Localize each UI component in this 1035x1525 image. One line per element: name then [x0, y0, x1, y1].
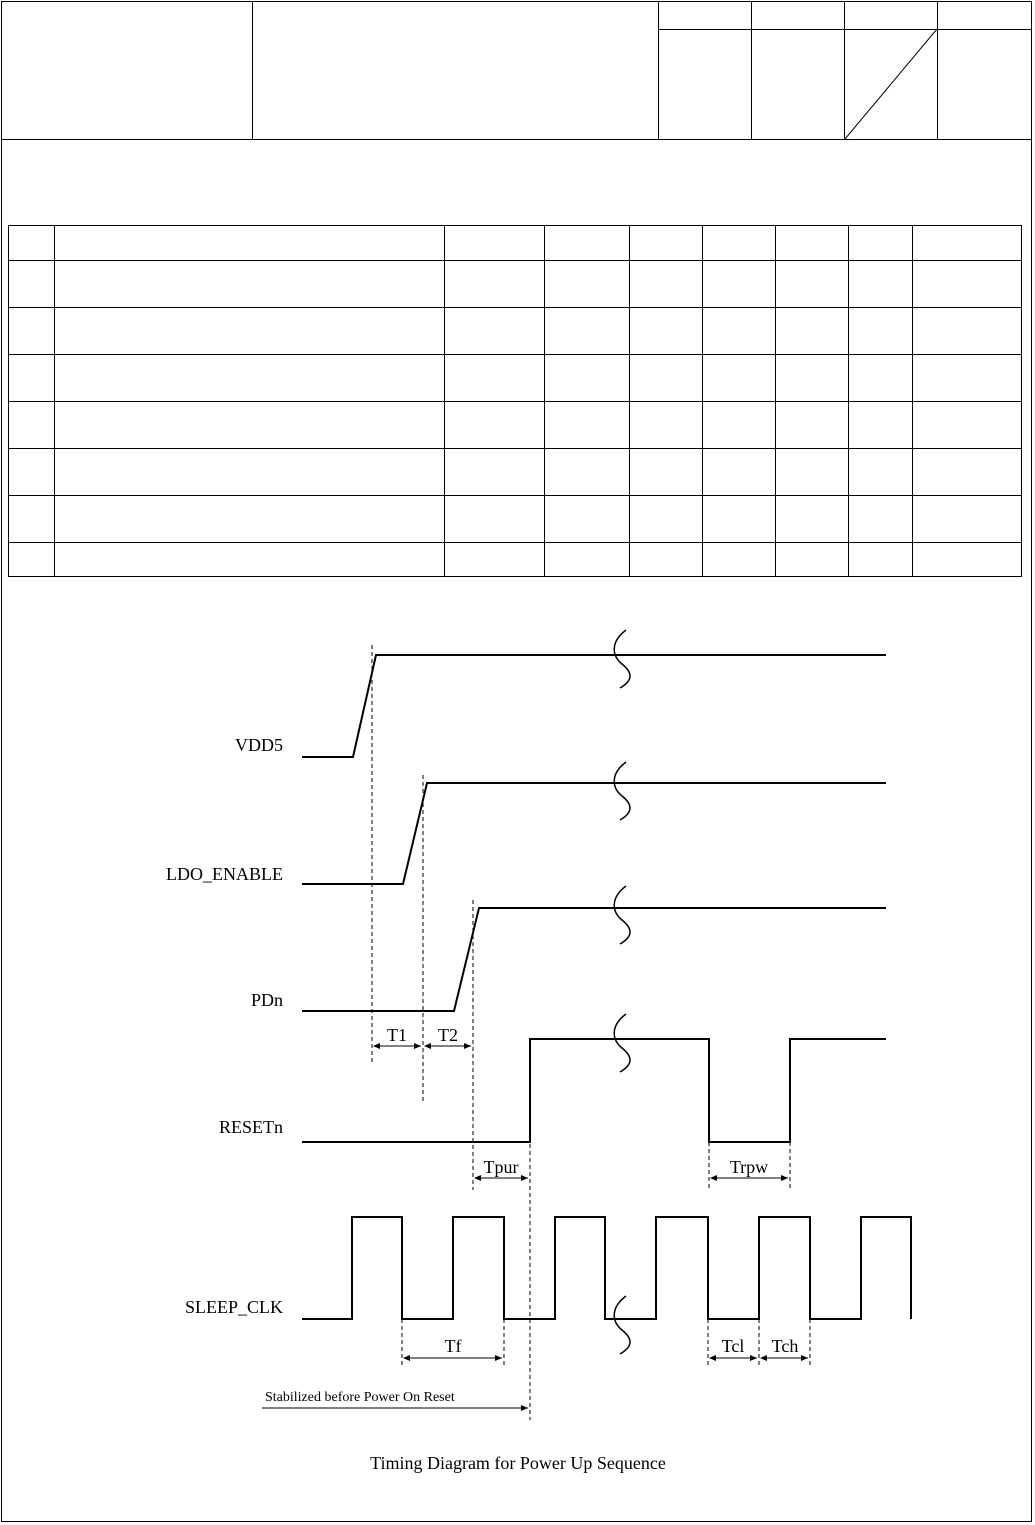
label-tf: Tf [444, 1336, 462, 1356]
break-symbol-pdn [614, 886, 630, 944]
signal-label-clk: SLEEP_CLK [184, 1297, 283, 1317]
waveform-reset [302, 1039, 886, 1142]
waveform-ldo [302, 783, 886, 884]
waveform-clk [302, 1217, 911, 1319]
annotation-stabilized: Stabilized before Power On Reset [265, 1390, 455, 1405]
waveform-vdd [302, 655, 886, 757]
break-symbol-vdd [614, 630, 630, 688]
break-symbol-clk [614, 1296, 630, 1354]
label-trpw: Trpw [729, 1157, 769, 1177]
header-diagonal [845, 29, 937, 139]
label-t1: T1 [387, 1025, 407, 1045]
label-tpur: Tpur [483, 1157, 519, 1177]
diagram-caption: Timing Diagram for Power Up Sequence [370, 1453, 666, 1473]
label-tch: Tch [771, 1336, 799, 1356]
signal-label-vdd: VDD5 [235, 735, 283, 755]
waveform-pdn [302, 908, 886, 1011]
label-t2: T2 [438, 1025, 458, 1045]
signal-label-reset: RESETn [218, 1117, 283, 1137]
signal-label-pdn: PDn [250, 990, 283, 1010]
break-symbol-ldo [614, 762, 630, 820]
label-tcl: Tcl [721, 1336, 745, 1356]
signal-label-ldo: LDO_ENABLE [166, 864, 283, 884]
break-symbol-reset [614, 1014, 630, 1072]
